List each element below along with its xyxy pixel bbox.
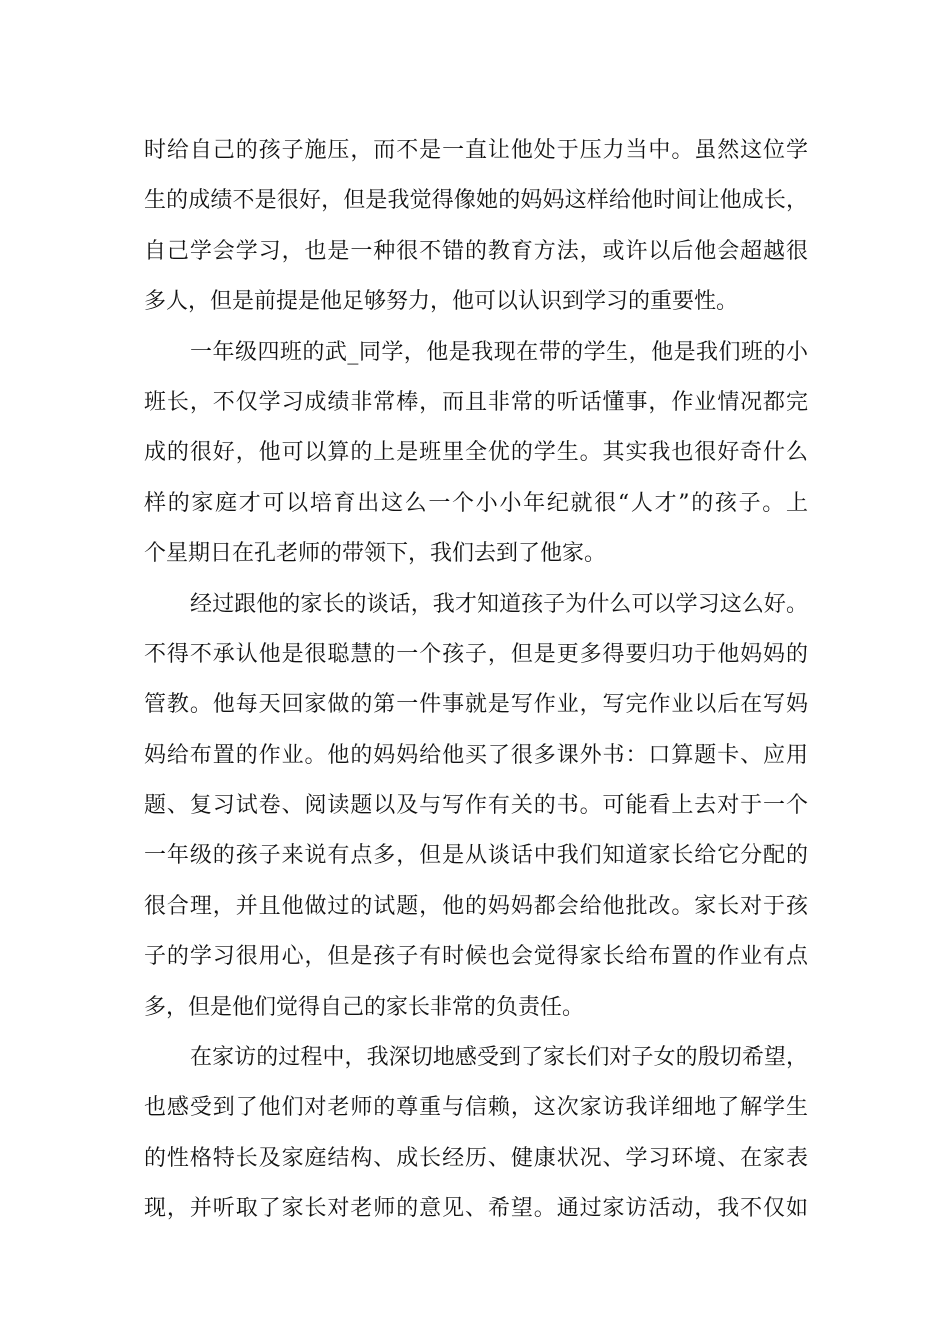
text-line: 班长，不仅学习成绩非常棒，而且非常的听话懂事，作业情况都完 — [144, 389, 808, 415]
text-line: 也感受到了他们对老师的尊重与信赖，这次家访我详细地了解学生 — [144, 1095, 808, 1121]
text-line: 管教。他每天回家做的第一件事就是写作业，写完作业以后在写妈 — [144, 692, 808, 718]
text-line: 个星期日在孔老师的带领下，我们去到了他家。 — [144, 541, 607, 567]
text-line: 自己学会学习，也是一种很不错的教育方法，或许以后他会超越很 — [144, 238, 808, 264]
paragraph-4 — [144, 1033, 808, 1235]
text-line: 多人，但是前提是他足够努力，他可以认识到学习的重要性。 — [144, 289, 739, 315]
text-line: 生的成绩不是很好，但是我觉得像她的妈妈这样给他时间让他成长， — [144, 188, 808, 214]
paragraph-2 — [144, 328, 808, 580]
paragraph-3 — [144, 580, 808, 1034]
text-line: 一年级四班的武_同学，他是我现在带的学生，他是我们班的小 — [190, 339, 808, 365]
text-line: 的性格特长及家庭结构、成长经历、健康状况、学习环境、在家表 — [144, 1145, 808, 1171]
paragraph-1 — [144, 126, 808, 328]
text-line: 子的学习很用心，但是孩子有时候也会觉得家长给布置的作业有点 — [144, 944, 808, 970]
text-line: 成的很好，他可以算的上是班里全优的学生。其实我也很好奇什么 — [144, 440, 808, 466]
text-line: 时给自己的孩子施压，而不是一直让他处于压力当中。虽然这位学 — [144, 138, 808, 163]
text-line: 妈给布置的作业。他的妈妈给他买了很多课外书：口算题卡、应用 — [144, 742, 808, 768]
text-line: 样的家庭才可以培育出这么一个小小年纪就很“人才”的孩子。上 — [144, 490, 808, 516]
text-line: 经过跟他的家长的谈话，我才知道孩子为什么可以学习这么好。 — [190, 591, 808, 617]
text-line: 现，并听取了家长对老师的意见、希望。通过家访活动，我不仅如 — [144, 1196, 808, 1222]
text-line: 多，但是他们觉得自己的家长非常的负责任。 — [144, 994, 585, 1020]
text-line: 一年级的孩子来说有点多，但是从谈话中我们知道家长给它分配的 — [144, 843, 808, 869]
document-body — [144, 126, 808, 1235]
text-line: 不得不承认他是很聪慧的一个孩子，但是更多得要归功于他妈妈的 — [144, 641, 808, 667]
text-line: 题、复习试卷、阅读题以及与写作有关的书。可能看上去对于一个 — [144, 793, 808, 819]
text-line: 在家访的过程中，我深切地感受到了家长们对子女的殷切希望， — [190, 1045, 808, 1071]
text-line: 很合理，并且他做过的试题，他的妈妈都会给他批改。家长对于孩 — [144, 893, 808, 919]
